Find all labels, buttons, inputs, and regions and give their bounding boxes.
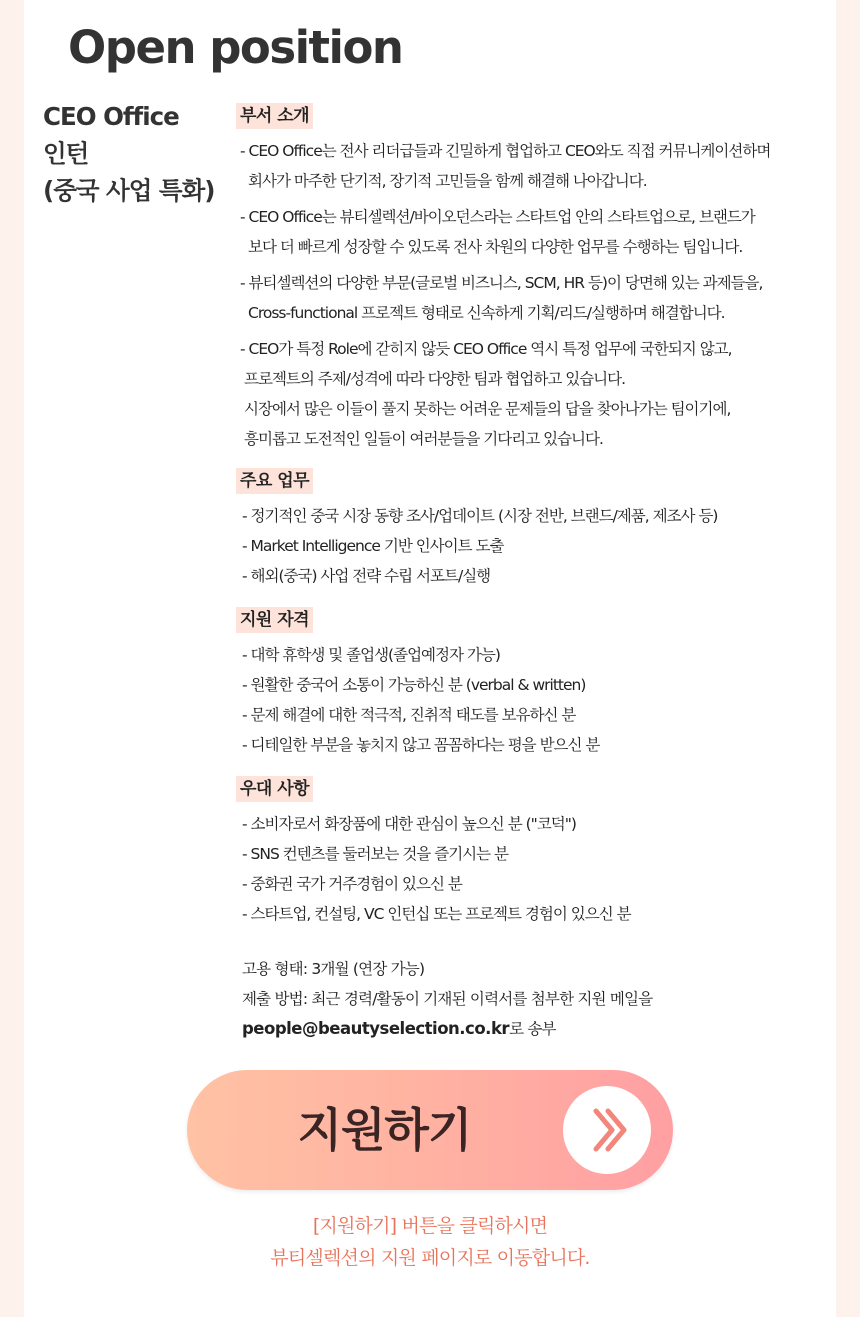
list-item: - 디테일한 부분을 놓치지 않고 꼼꼼하다는 평을 받으신 분 xyxy=(242,736,600,754)
list-item: - CEO가 특정 Role에 갇히지 않듯 CEO Office 역시 특정 업무에 국한되지 않고, xyxy=(240,340,732,358)
list-item: Cross-functional 프로젝트 형태로 신속하게 기획/리드/실행하며 해결합니다. xyxy=(248,304,725,322)
position-name xyxy=(43,98,233,209)
list-item: - Market Intelligence 기반 인사이트 도출 xyxy=(242,537,504,555)
list-item: - 문제 해결에 대한 적극적, 진취적 태도를 보유하신 분 xyxy=(242,706,576,724)
apply-button[interactable] xyxy=(187,1070,673,1190)
list-item: 프로젝트의 주제/성격에 따라 다양한 팀과 협업하고 있습니다. xyxy=(244,370,626,388)
list-item: - 정기적인 중국 시장 동향 조사/업데이트 (시장 전반, 브랜드/제품, 제조사 등) xyxy=(242,507,718,525)
apply-note-line: 뷰티셀렉션의 지원 페이지로 이동합니다. xyxy=(270,1247,590,1269)
list-item: - 뷰티셀렉션의 다양한 부문(글로벌 비즈니스, SCM, HR 등)이 당면해 있는 과제들을, xyxy=(240,274,763,292)
employment-type: 고용 형태: 3개월 (연장 가능) xyxy=(242,960,425,978)
list-item: - SNS 컨텐츠를 둘러보는 것을 즐기시는 분 xyxy=(242,845,509,863)
list-item: - CEO Office는 전사 리더급들과 긴밀하게 협업하고 CEO와도 직접 커뮤니케이션하며 xyxy=(240,142,771,160)
section-tag: 부서 소개 xyxy=(236,103,313,129)
section-tag: 우대 사항 xyxy=(236,776,313,802)
position-name-line: CEO Office xyxy=(43,102,179,131)
list-item: 흥미롭고 도전적인 일들이 여러분들을 기다리고 있습니다. xyxy=(244,430,603,448)
list-item: - 중화권 국가 거주경험이 있으신 분 xyxy=(242,875,462,893)
list-item: - 스타트업, 컨설팅, VC 인턴십 또는 프로젝트 경험이 있으신 분 xyxy=(242,905,631,923)
double-chevron-right-icon xyxy=(563,1086,651,1174)
apply-button-label: 지원하기 xyxy=(297,1103,472,1157)
email-link[interactable]: people@beautyselection.co.kr xyxy=(242,1019,510,1038)
list-item: - 소비자로서 화장품에 대한 관심이 높으신 분 ("코덕") xyxy=(242,815,576,833)
page-title: Open position xyxy=(68,21,403,74)
position-name-line: 인턴 xyxy=(43,139,89,168)
submission-method: 제출 방법: 최근 경력/활동이 기재된 이력서를 첨부한 지원 메일을 xyxy=(242,990,653,1008)
list-item: - 해외(중국) 사업 전략 수립 서포트/실행 xyxy=(242,567,491,585)
list-item: 보다 더 빠르게 성장할 수 있도록 전사 차원의 다양한 업무를 수행하는 팀입니다. xyxy=(248,238,743,256)
apply-note-line: [지원하기] 버튼을 클릭하시면 xyxy=(312,1215,548,1237)
email-suffix: 로 송부 xyxy=(509,1020,556,1038)
list-item: - CEO Office는 뷰티셀렉션/바이오던스라는 스타트업 안의 스타트업으로, 브랜드가 xyxy=(240,208,755,226)
list-item: - 원활한 중국어 소통이 가능하신 분 (verbal & written) xyxy=(242,676,586,694)
list-item: - 대학 휴학생 및 졸업생(졸업예정자 가능) xyxy=(242,646,500,664)
list-item: 회사가 마주한 단기적, 장기적 고민들을 함께 해결해 나아갑니다. xyxy=(248,172,647,190)
section-tag: 지원 자격 xyxy=(236,607,313,633)
section-tag: 주요 업무 xyxy=(236,468,313,494)
submission-email-line xyxy=(242,1014,556,1044)
position-name-line: (중국 사업 특화) xyxy=(43,176,215,205)
list-item: 시장에서 많은 이들이 풀지 못하는 어려운 문제들의 답을 찾아나가는 팀이기에, xyxy=(244,400,731,418)
